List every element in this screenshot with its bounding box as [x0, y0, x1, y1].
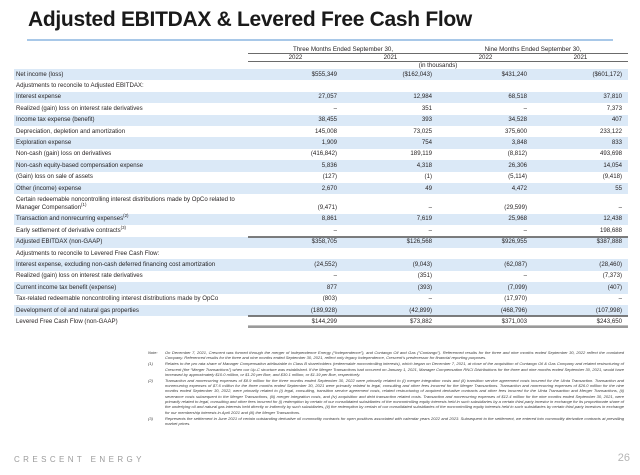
footnote-item	[148, 350, 624, 361]
table-cell-value	[438, 248, 533, 259]
table-cell-value: 1,909	[248, 137, 343, 148]
row-label: Other (income) expense	[14, 183, 248, 194]
table-row	[14, 194, 628, 214]
footnote-item	[148, 378, 624, 415]
table-cell-value: 8,861	[248, 214, 343, 225]
row-label: Transaction and nonrecurring expenses$^{(2)}$	[14, 214, 248, 225]
table-cell-value: ($162,043)	[343, 69, 438, 80]
row-label: Realized (gain) loss on interest rate derivatives	[14, 103, 248, 114]
table-row	[14, 69, 628, 80]
table-cell-value: 833	[533, 137, 628, 148]
table-cell-value: (29,599)	[438, 194, 533, 214]
units-spacer	[14, 62, 248, 70]
table-cell-value: (393)	[343, 282, 438, 293]
table-cell-value: 27,057	[248, 92, 343, 103]
table-cell-value: 68,518	[438, 92, 533, 103]
table-cell-value: (9,043)	[343, 259, 438, 270]
table-cell-value: –	[438, 225, 533, 236]
footnote-marker: (1)	[81, 202, 87, 208]
table-cell-value: (1)	[343, 172, 438, 183]
row-label: (Gain) loss on sale of assets	[14, 172, 248, 183]
row-label: Tax-related redeemable noncontrolling interest distributions made by OpCo	[14, 294, 248, 305]
footnote-key: Note:	[148, 350, 158, 355]
table-cell-value: $387,888	[533, 237, 628, 248]
table-row	[14, 137, 628, 148]
table-cell-value: 49	[343, 183, 438, 194]
page-title: Adjusted EBITDAX & Levered Free Cash Flow	[28, 8, 472, 31]
row-label: Depreciation, depletion and amortization	[14, 126, 248, 137]
table-cell-value: –	[343, 225, 438, 236]
table-row	[14, 172, 628, 183]
table-cell-value: 38,455	[248, 115, 343, 126]
table-body	[14, 69, 628, 328]
table-cell-value: $431,240	[438, 69, 533, 80]
table-cell-value: 73,025	[343, 126, 438, 137]
financial-table-container	[14, 46, 628, 328]
table-row	[14, 214, 628, 225]
table-row	[14, 160, 628, 171]
table-cell-value: $555,349	[248, 69, 343, 80]
table-cell-value: –	[343, 294, 438, 305]
row-label: Net income (loss)	[14, 69, 248, 80]
table-cell-value: $73,882	[343, 316, 438, 327]
table-cell-value: 7,373	[533, 103, 628, 114]
row-label: Income tax expense (benefit)	[14, 115, 248, 126]
table-cell-value: (127)	[248, 172, 343, 183]
table-cell-value	[248, 248, 343, 259]
table-cell-value: (28,460)	[533, 259, 628, 270]
table-row	[14, 271, 628, 282]
page-number: 26	[617, 452, 630, 464]
table-cell-value: 7,619	[343, 214, 438, 225]
table-row	[14, 316, 628, 327]
table-cell-value: 2,670	[248, 183, 343, 194]
table-cell-value: –	[343, 194, 438, 214]
row-label: Non-cash (gain) loss on derivatives	[14, 149, 248, 160]
table-row	[14, 305, 628, 316]
table-row	[14, 225, 628, 236]
units-label: (in thousands)	[418, 62, 458, 69]
table-cell-value: 5,836	[248, 160, 343, 171]
table-cell-value	[438, 80, 533, 91]
table-cell-value	[343, 248, 438, 259]
table-cell-value: 37,810	[533, 92, 628, 103]
table-cell-value: 407	[533, 115, 628, 126]
table-cell-value: $144,299	[248, 316, 343, 327]
table-cell-value: (7,099)	[438, 282, 533, 293]
table-cell-value: –	[438, 271, 533, 282]
table-cell-value	[248, 80, 343, 91]
table-cell-value: (107,998)	[533, 305, 628, 316]
table-cell-value	[533, 80, 628, 91]
table-cell-value	[343, 80, 438, 91]
table-cell-value: 754	[343, 137, 438, 148]
table-cell-value: (17,970)	[438, 294, 533, 305]
table-row	[14, 103, 628, 114]
footnote-key: (1)	[148, 361, 153, 367]
footnote-key: (3)	[148, 415, 153, 421]
table-cell-value: 145,008	[248, 126, 343, 137]
table-cell-value: (62,087)	[438, 259, 533, 270]
table-cell-value: 12,438	[533, 214, 628, 225]
header-year-spacer	[14, 54, 248, 62]
table-cell-value: (7,373)	[533, 271, 628, 282]
table-cell-value: –	[533, 294, 628, 305]
footnote-item	[148, 361, 624, 377]
table-row	[14, 149, 628, 160]
header-year-q-2022: 2022	[248, 54, 343, 62]
table-cell-value: 393	[343, 115, 438, 126]
table-cell-value: 189,119	[343, 149, 438, 160]
row-label: Interest expense	[14, 92, 248, 103]
table-row	[14, 259, 628, 270]
table-cell-value: (42,899)	[343, 305, 438, 316]
header-corner-spacer	[14, 46, 248, 54]
row-label: Current income tax benefit (expense)	[14, 282, 248, 293]
table-row	[14, 282, 628, 293]
title-divider	[27, 39, 613, 41]
row-label: Non-cash equity-based compensation expense	[14, 160, 248, 171]
table-row	[14, 183, 628, 194]
header-year-ytd-2021: 2021	[533, 54, 628, 62]
row-label: Realized (gain) loss on interest rate derivatives	[14, 271, 248, 282]
table-cell-value: 4,318	[343, 160, 438, 171]
table-cell-value: (8,812)	[438, 149, 533, 160]
table-cell-value: $926,955	[438, 237, 533, 248]
table-row	[14, 92, 628, 103]
header-year-q-2021: 2021	[343, 54, 438, 62]
table-cell-value: 3,848	[438, 137, 533, 148]
table-cell-value: (9,418)	[533, 172, 628, 183]
table-header	[14, 46, 628, 69]
table-cell-value: (189,928)	[248, 305, 343, 316]
footnote-text: Transaction and nonrecurring expenses of $8.9 million for the three months ended September 30, 2022 were primarily related to (i) merger integration costs and (ii) transition service agreement costs incurred for the Uinta Transaction. Transaction and nonrecurring expenses of $7.6 million for the three months ended September 30, 2021 were primarily related to legal, consulting and other fees incurred for the Merger Transactions. Transaction and nonrecurring expenses of $26.0 million for the nine months ended September 30, 2022, were primarily related to (i) legal, consulting, transition service agreement costs, related restructuring of acquired derivative contracts and other fees incurred for the Uinta Transaction and Merger Transactions, (ii) severance costs subsequent to the Merger Transactions, (iii) merger integration costs, and (iv) acquisition and debt transaction related costs. Transaction and nonrecurring expenses of $12.4 million for the nine months ended September 30, 2021, were primarily related to legal, consulting and other fees incurred for (i) redemption by certain of our consolidated subsidiaries of the noncontrolling equity interests held in such subsidiaries by a certain third-party investor in exchange for its proportionate share of the underlying oil and natural gas interests held directly or indirectly by such subsidiaries, (ii) the redemption by certain of our consolidated subsidiaries of the noncontrolling equity interests held in such subsidiaries by certain third-party investors in exchange for our membership interests in April 2021 and (iii) the Merger Transactions.	[165, 377, 624, 415]
table-cell-value: (351)	[343, 271, 438, 282]
table-cell-value: (468,796)	[438, 305, 533, 316]
table-row	[14, 294, 628, 305]
row-label: Certain redeemable noncontrolling interest distributions made by OpCo related to Manager Compensation$^{(1)}$	[14, 194, 248, 214]
footnote-text: Relates to the pro rata share of Manager Compensation attributable to Class B shareholders (redeemable noncontrolling interests), which began on December 7, 2021, at close of the acquisition of Contango Oil & Gas Company and related restructuring of Crescent (the “Merger Transactions”) when our Up-C structure was established. If the Merger Transactions had occurred on January 1, 2021, Manager Compensation RNCI Distributions for the three and nine months ended September 30, 2021, would have increased by approximately $10.0 million, or $1.20 per Boe, and $30.1 million, or $1.19 per Boe, respectively.	[165, 361, 624, 377]
table-cell-value: 198,688	[533, 225, 628, 236]
table-cell-value: 34,528	[438, 115, 533, 126]
table-cell-value: ($601,172)	[533, 69, 628, 80]
table-cell-value: –	[248, 225, 343, 236]
table-cell-value: 55	[533, 183, 628, 194]
footnotes-block	[148, 350, 624, 427]
header-group-three-months: Three Months Ended September 30,	[248, 46, 438, 54]
footnote-key: (2)	[148, 377, 153, 383]
table-cell-value: $371,003	[438, 316, 533, 327]
table-cell-value	[533, 248, 628, 259]
table-cell-value: 14,054	[533, 160, 628, 171]
header-year-row	[14, 54, 628, 62]
table-cell-value: –	[248, 103, 343, 114]
table-row	[14, 248, 628, 259]
row-label: Early settlement of derivative contracts$^{(3)}$	[14, 225, 248, 236]
row-label: Interest expense, excluding non-cash deferred financing cost amortization	[14, 259, 248, 270]
header-group-row	[14, 46, 628, 54]
row-label: Adjustments to reconcile to Levered Free Cash Flow:	[14, 248, 248, 259]
table-cell-value: 375,600	[438, 126, 533, 137]
footnote-marker: (2)	[123, 213, 129, 219]
row-label: Development of oil and natural gas properties	[14, 305, 248, 316]
table-cell-value: 351	[343, 103, 438, 114]
company-logo-wordmark: CRESCENT ENERGY	[14, 455, 145, 464]
table-cell-value: –	[438, 103, 533, 114]
footnote-marker: (3)	[120, 224, 127, 230]
table-cell-value: (24,552)	[248, 259, 343, 270]
units-row	[14, 62, 628, 70]
table-row	[14, 237, 628, 248]
row-label: Levered Free Cash Flow (non-GAAP)	[14, 316, 248, 327]
table-cell-value: (9,471)	[248, 194, 343, 214]
table-cell-value: 493,698	[533, 149, 628, 160]
row-label: Adjustments to reconcile to Adjusted EBITDAX:	[14, 80, 248, 91]
row-label: Exploration expense	[14, 137, 248, 148]
table-cell-value: $243,650	[533, 316, 628, 327]
footnote-text: On December 7, 2021, Crescent was formed through the merger of Independence Energy (“Independence”), and Contango Oil and Gas (“Contango”). Referenced results for the three and nine months ended September 30, 2022 reflect the combined Company. Referenced results for the three and nine months ended September 30, 2021, reflect only legacy Independence, Crescent’s predecessor for financial reporting purposes.	[165, 350, 624, 361]
table-row	[14, 115, 628, 126]
table-cell-value: 877	[248, 282, 343, 293]
table-cell-value: –	[248, 271, 343, 282]
table-row	[14, 126, 628, 137]
table-cell-value: (407)	[533, 282, 628, 293]
table-cell-value: $126,568	[343, 237, 438, 248]
table-cell-value: 4,472	[438, 183, 533, 194]
reconciliation-table	[14, 46, 628, 328]
footnote-item	[148, 416, 624, 427]
footnote-text: Represents the settlement in June 2021 of certain outstanding derivative oil commodity contracts for open positions associated with calendar years 2022 and 2023. Subsequent to the settlement, we entered into commodity derivative contracts at prevailing market prices.	[165, 415, 624, 426]
table-cell-value: 26,306	[438, 160, 533, 171]
table-cell-value: –	[533, 194, 628, 214]
table-cell-value: $358,705	[248, 237, 343, 248]
table-cell-value: (5,114)	[438, 172, 533, 183]
row-label: Adjusted EBITDAX (non-GAAP)	[14, 237, 248, 248]
header-group-nine-months: Nine Months Ended September 30,	[438, 46, 628, 54]
table-cell-value: (416,842)	[248, 149, 343, 160]
table-row	[14, 80, 628, 91]
table-cell-value: 12,984	[343, 92, 438, 103]
table-cell-value: 25,968	[438, 214, 533, 225]
header-year-ytd-2022: 2022	[438, 54, 533, 62]
table-cell-value: (803)	[248, 294, 343, 305]
table-cell-value: 233,122	[533, 126, 628, 137]
